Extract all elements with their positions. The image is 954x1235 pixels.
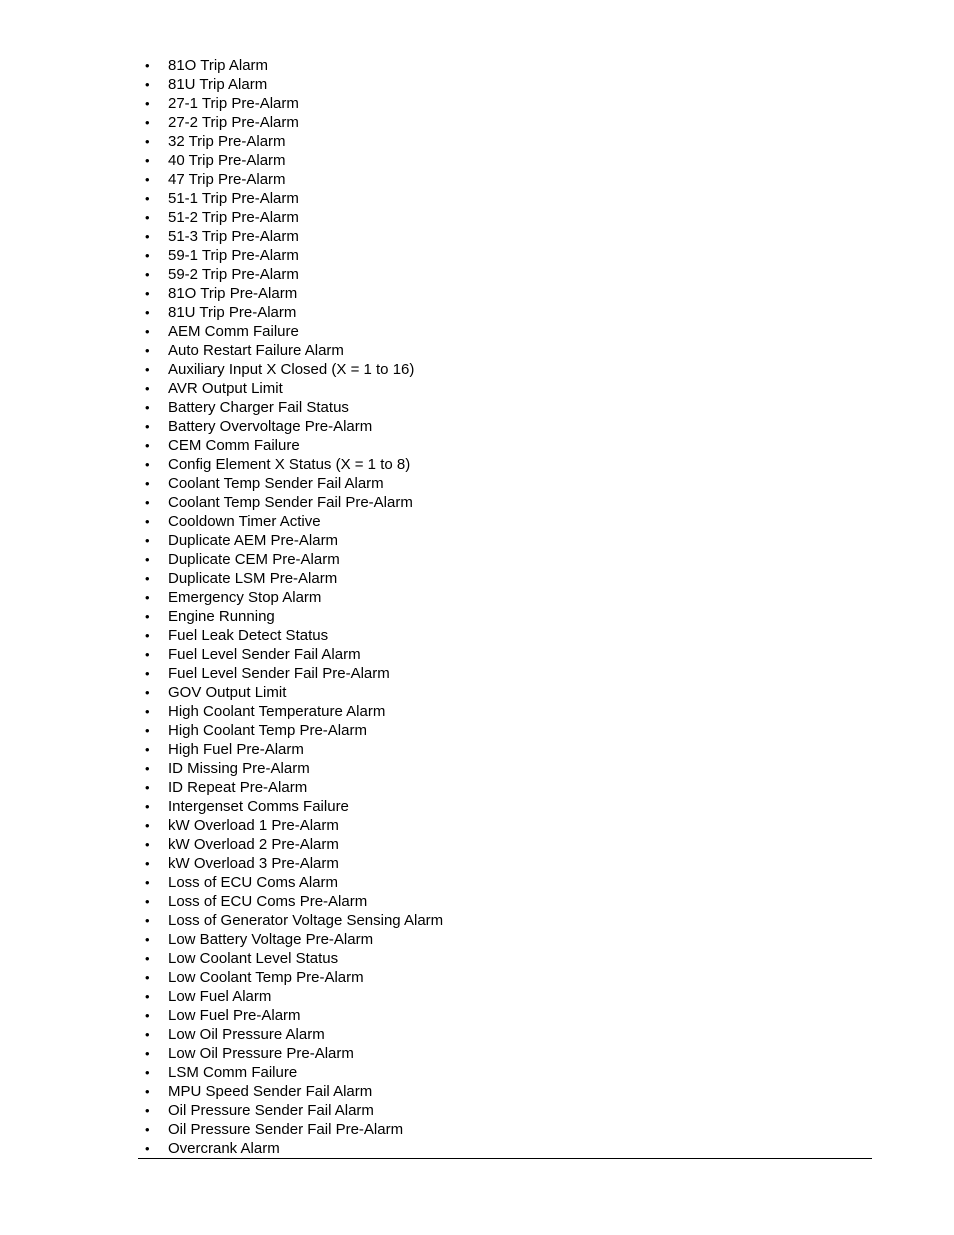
bullet-icon: •	[145, 362, 150, 377]
list-item-text: Fuel Level Sender Fail Pre-Alarm	[168, 665, 390, 682]
list-item	[0, 75, 954, 94]
bullet-icon: •	[145, 1084, 150, 1099]
list-item	[0, 892, 954, 911]
list-item	[0, 493, 954, 512]
list-item-text: 59-1 Trip Pre-Alarm	[168, 247, 299, 264]
list-item	[0, 284, 954, 303]
bullet-icon: •	[145, 305, 150, 320]
bullet-icon: •	[145, 381, 150, 396]
list-item-text: MPU Speed Sender Fail Alarm	[168, 1083, 373, 1100]
bullet-icon: •	[145, 1122, 150, 1137]
list-item	[0, 227, 954, 246]
bullet-icon: •	[145, 96, 150, 111]
list-item	[0, 417, 954, 436]
list-item	[0, 94, 954, 113]
list-item-text: Fuel Leak Detect Status	[168, 627, 329, 644]
list-item-text: Low Oil Pressure Pre-Alarm	[168, 1045, 354, 1062]
list-item	[0, 588, 954, 607]
list-item	[0, 265, 954, 284]
list-item	[0, 208, 954, 227]
bullet-icon: •	[145, 647, 150, 662]
bullet-icon: •	[145, 495, 150, 510]
list-item	[0, 474, 954, 493]
list-item-text: Loss of ECU Coms Alarm	[168, 874, 339, 891]
list-item-text: High Fuel Pre-Alarm	[168, 741, 304, 758]
list-item-text: Duplicate AEM Pre-Alarm	[168, 532, 339, 549]
list-item-text: 81O Trip Alarm	[168, 57, 269, 74]
list-item	[0, 113, 954, 132]
list-item-text: 81U Trip Pre-Alarm	[168, 304, 297, 321]
list-item	[0, 1063, 954, 1082]
bullet-icon: •	[145, 267, 150, 282]
bullet-icon: •	[145, 989, 150, 1004]
list-item	[0, 816, 954, 835]
list-item-text: Overcrank Alarm	[168, 1140, 280, 1157]
list-item-text: 51-2 Trip Pre-Alarm	[168, 209, 299, 226]
list-item	[0, 702, 954, 721]
list-item	[0, 1006, 954, 1025]
list-item-text: High Coolant Temp Pre-Alarm	[168, 722, 367, 739]
bullet-icon: •	[145, 761, 150, 776]
bullet-icon: •	[145, 1065, 150, 1080]
bullet-icon: •	[145, 419, 150, 434]
bullet-icon: •	[145, 248, 150, 263]
bullet-icon: •	[145, 970, 150, 985]
list-item-text: Low Fuel Pre-Alarm	[168, 1007, 301, 1024]
list-item-text: Duplicate LSM Pre-Alarm	[168, 570, 338, 587]
bullet-icon: •	[145, 742, 150, 757]
list-item-text: kW Overload 1 Pre-Alarm	[168, 817, 339, 834]
list-item	[0, 645, 954, 664]
bullet-icon: •	[145, 552, 150, 567]
list-item	[0, 569, 954, 588]
list-item	[0, 968, 954, 987]
list-item-text: Low Fuel Alarm	[168, 988, 272, 1005]
list-item	[0, 873, 954, 892]
list-item-text: Low Coolant Temp Pre-Alarm	[168, 969, 364, 986]
list-item	[0, 303, 954, 322]
list-item-text: ID Missing Pre-Alarm	[168, 760, 310, 777]
list-item	[0, 322, 954, 341]
list-item	[0, 246, 954, 265]
list-item	[0, 56, 954, 75]
bullet-icon: •	[145, 210, 150, 225]
list-item	[0, 1082, 954, 1101]
list-item	[0, 436, 954, 455]
bullet-icon: •	[145, 723, 150, 738]
bullet-icon: •	[145, 1103, 150, 1118]
bullet-icon: •	[145, 153, 150, 168]
list-item	[0, 360, 954, 379]
list-item	[0, 512, 954, 531]
list-item-text: kW Overload 2 Pre-Alarm	[168, 836, 339, 853]
list-item-text: 27-1 Trip Pre-Alarm	[168, 95, 299, 112]
list-item-text: Coolant Temp Sender Fail Alarm	[168, 475, 384, 492]
list-item	[0, 341, 954, 360]
bullet-icon: •	[145, 590, 150, 605]
list-item	[0, 759, 954, 778]
list-item	[0, 1044, 954, 1063]
bullet-icon: •	[145, 780, 150, 795]
list-item-text: 27-2 Trip Pre-Alarm	[168, 114, 299, 131]
list-item	[0, 550, 954, 569]
list-item	[0, 854, 954, 873]
list-item	[0, 170, 954, 189]
bullet-icon: •	[145, 438, 150, 453]
bullet-icon: •	[145, 913, 150, 928]
list-item	[0, 151, 954, 170]
list-item-text: AEM Comm Failure	[168, 323, 299, 340]
bullet-icon: •	[145, 1046, 150, 1061]
bullet-icon: •	[145, 704, 150, 719]
bullet-icon: •	[145, 666, 150, 681]
list-item-text: Low Coolant Level Status	[168, 950, 339, 967]
list-item-text: 59-2 Trip Pre-Alarm	[168, 266, 299, 283]
list-item-text: Auto Restart Failure Alarm	[168, 342, 344, 359]
bullet-icon: •	[145, 932, 150, 947]
list-item-text: 32 Trip Pre-Alarm	[168, 133, 286, 150]
list-item-text: kW Overload 3 Pre-Alarm	[168, 855, 339, 872]
list-item-text: 40 Trip Pre-Alarm	[168, 152, 286, 169]
list-item-text: ID Repeat Pre-Alarm	[168, 779, 308, 796]
bullet-icon: •	[145, 1141, 150, 1156]
bullet-icon: •	[145, 609, 150, 624]
bullet-icon: •	[145, 875, 150, 890]
list-item	[0, 721, 954, 740]
list-item-text: Fuel Level Sender Fail Alarm	[168, 646, 361, 663]
list-item	[0, 949, 954, 968]
bullet-icon: •	[145, 894, 150, 909]
list-item	[0, 778, 954, 797]
list-item-text: Loss of Generator Voltage Sensing Alarm	[168, 912, 444, 929]
bullet-icon: •	[145, 286, 150, 301]
list-item-text: 51-1 Trip Pre-Alarm	[168, 190, 299, 207]
list-item-text: 51-3 Trip Pre-Alarm	[168, 228, 299, 245]
list-item	[0, 607, 954, 626]
list-item-text: Emergency Stop Alarm	[168, 589, 322, 606]
list-item-text: 47 Trip Pre-Alarm	[168, 171, 286, 188]
bullet-icon: •	[145, 951, 150, 966]
list-item-text: Duplicate CEM Pre-Alarm	[168, 551, 340, 568]
list-item-text: 81U Trip Alarm	[168, 76, 268, 93]
list-item-text: Config Element X Status (X = 1 to 8)	[168, 456, 411, 473]
bullet-icon: •	[145, 400, 150, 415]
alarm-status-list	[0, 56, 954, 1158]
bullet-icon: •	[145, 533, 150, 548]
list-item	[0, 398, 954, 417]
bullet-icon: •	[145, 457, 150, 472]
bullet-icon: •	[145, 343, 150, 358]
bullet-icon: •	[145, 571, 150, 586]
list-item-text: Oil Pressure Sender Fail Pre-Alarm	[168, 1121, 404, 1138]
list-item	[0, 683, 954, 702]
list-item	[0, 1025, 954, 1044]
list-item	[0, 1139, 954, 1158]
list-item-text: GOV Output Limit	[168, 684, 287, 701]
document-page	[0, 56, 954, 1158]
bullet-icon: •	[145, 134, 150, 149]
bullet-icon: •	[145, 476, 150, 491]
list-item	[0, 455, 954, 474]
bullet-icon: •	[145, 837, 150, 852]
bullet-icon: •	[145, 172, 150, 187]
bullet-icon: •	[145, 818, 150, 833]
list-item-text: Battery Overvoltage Pre-Alarm	[168, 418, 373, 435]
bullet-icon: •	[145, 191, 150, 206]
list-item-text: Auxiliary Input X Closed (X = 1 to 16)	[168, 361, 415, 378]
list-item	[0, 740, 954, 759]
list-item	[0, 531, 954, 550]
bullet-icon: •	[145, 799, 150, 814]
list-item	[0, 189, 954, 208]
bullet-icon: •	[145, 628, 150, 643]
list-item-text: Engine Running	[168, 608, 275, 625]
list-item-text: High Coolant Temperature Alarm	[168, 703, 386, 720]
list-item	[0, 132, 954, 151]
bullet-icon: •	[145, 514, 150, 529]
list-item-text: 81O Trip Pre-Alarm	[168, 285, 298, 302]
list-item	[0, 379, 954, 398]
list-item	[0, 1120, 954, 1139]
list-item	[0, 930, 954, 949]
list-item-text: Low Oil Pressure Alarm	[168, 1026, 325, 1043]
bullet-icon: •	[145, 685, 150, 700]
list-item-text: LSM Comm Failure	[168, 1064, 298, 1081]
list-item-text: Loss of ECU Coms Pre-Alarm	[168, 893, 368, 910]
bullet-icon: •	[145, 58, 150, 73]
list-item-text: Cooldown Timer Active	[168, 513, 321, 530]
bullet-icon: •	[145, 1027, 150, 1042]
list-item-text: Intergenset Comms Failure	[168, 798, 349, 815]
bullet-icon: •	[145, 1008, 150, 1023]
list-item-text: Battery Charger Fail Status	[168, 399, 349, 416]
list-item	[0, 911, 954, 930]
list-item-text: Low Battery Voltage Pre-Alarm	[168, 931, 374, 948]
bullet-icon: •	[145, 856, 150, 871]
footer-divider	[138, 1158, 872, 1159]
bullet-icon: •	[145, 324, 150, 339]
list-item-text: Coolant Temp Sender Fail Pre-Alarm	[168, 494, 413, 511]
list-item	[0, 1101, 954, 1120]
list-item	[0, 626, 954, 645]
bullet-icon: •	[145, 115, 150, 130]
list-item-text: Oil Pressure Sender Fail Alarm	[168, 1102, 374, 1119]
bullet-icon: •	[145, 77, 150, 92]
list-item	[0, 835, 954, 854]
list-item	[0, 797, 954, 816]
bullet-icon: •	[145, 229, 150, 244]
list-item-text: AVR Output Limit	[168, 380, 283, 397]
list-item	[0, 664, 954, 683]
list-item-text: CEM Comm Failure	[168, 437, 300, 454]
list-item	[0, 987, 954, 1006]
